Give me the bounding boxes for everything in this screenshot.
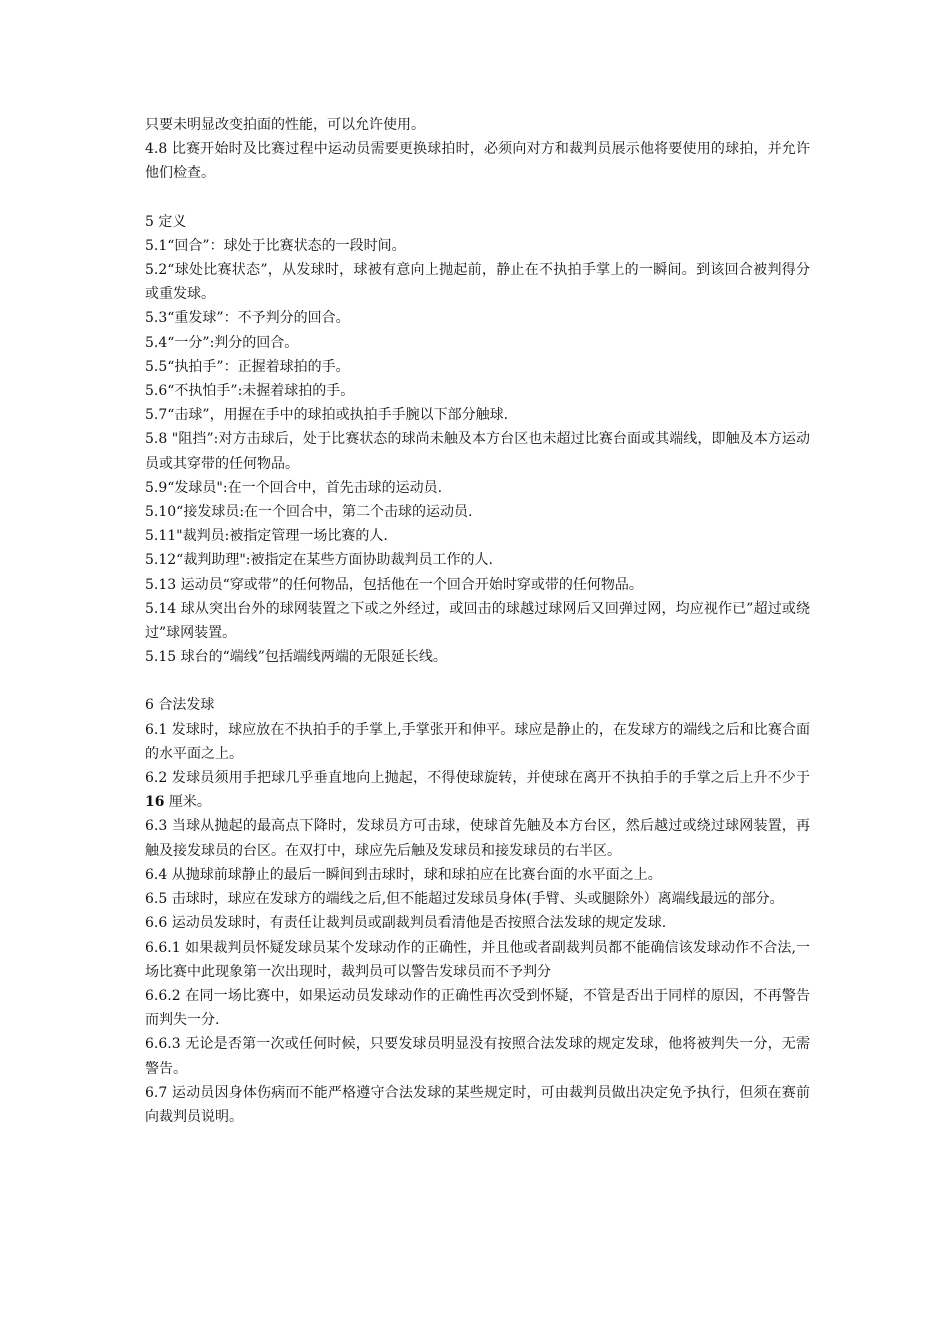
definition-5-11: 5.11"裁判员:被指定管理一场比赛的人. [145, 528, 388, 545]
rule-6-2-height-value: 16 [145, 794, 165, 811]
rule-6-6-3: 6.6.3 无论是否第一次或任何时候，只要发球员明显没有按照合法发球的规定发球，他将被判失一分，无需警告。 [145, 1036, 810, 1077]
rule-6-6: 6.6 运动员发球时，有责任让裁判员或副裁判员看清他是否按照合法发球的规定发球. [145, 915, 667, 932]
definition-5-10: 5.10“接发球员:在一个回合中，第二个击球的运动员. [145, 504, 473, 521]
spacer [145, 669, 810, 693]
rule-6-6-2: 6.6.2 在同一场比赛中，如果运动员发球动作的正确性再次受到怀疑，不管是否出于同样的原因，不再警告而判失一分. [145, 987, 810, 1029]
paragraph-racket-surface: 只要未明显改变拍面的性能，可以允许使用。 [145, 117, 425, 133]
rule-6-2 [145, 766, 810, 814]
rule-6-2-text-c: 厘米。 [164, 794, 211, 811]
document-page [145, 113, 810, 1129]
definition-5-7: 5.7“击球”，用握在手中的球拍或执拍手手腕以下部分触球. [145, 407, 509, 424]
definition-5-4: 5.4“一分”:判分的回合。 [145, 334, 299, 351]
rule-6-3: 6.3 当球从抛起的最高点下降时，发球员方可击球，使球首先触及本方台区，然后越过或绕过球网装置，再触及接发球员的台区。在双打中，球应先后触及发球员和接发球员的右半区。 [145, 818, 810, 859]
rule-6-6-1: 6.6.1 如果裁判员怀疑发球员某个发球动作的正确性，并且他或者副裁判员都不能确信该发球动作不合法,一场比赛中此现象第一次出现时，裁判员可以警告发球员而不予判分 [145, 939, 810, 980]
definition-5-13: 5.13 运动员“穿或带”的任何物品，包括他在一个回合开始时穿或带的任何物品。 [145, 576, 643, 593]
rule-6-2-text-a: 6.2 发球员须用手把球几乎垂直地向上抛起，不得使球旋转，并使球在离开不执拍手的手掌之后上升不少于 [145, 770, 810, 787]
definition-5-3: 5.3“重发球”：不予判分的回合。 [145, 310, 350, 327]
definition-5-1: 5.1“回合”：球处于比赛状态的一段时间。 [145, 237, 406, 254]
spacer [145, 186, 810, 210]
definition-5-8: 5.8 "阻挡”:对方击球后，处于比赛状态的球尚未触及本方台区也未超过比赛台面或其端线，即触及本方运动员或其穿带的任何物品。 [145, 431, 810, 472]
definition-5-12: 5.12“裁判助理":被指定在某些方面协助裁判员工作的人. [145, 552, 493, 569]
section-6-heading: 6 合法发球 [145, 697, 215, 714]
rule-4-8: 4.8 比赛开始时及比赛过程中运动员需要更换球拍时，必须向对方和裁判员展示他将要使用的球拍，并允许他们检查。 [145, 141, 810, 182]
section-5-heading: 5 定义 [145, 213, 187, 230]
definition-5-2: 5.2“球处比赛状态”，从发球时，球被有意向上抛起前，静止在不执拍手掌上的一瞬间。到该回合被判得分或重发球。 [145, 262, 810, 303]
definition-5-6: 5.6“不执怕手”:未握着球拍的手。 [145, 383, 355, 400]
definition-5-14: 5.14 球从突出台外的球网装置之下或之外经过，或回击的球越过球网后又回弹过网，均应视作已”超过或绕过”球网装置。 [145, 600, 810, 642]
definition-5-5: 5.5“执拍手”：正握着球拍的手。 [145, 358, 350, 375]
rule-6-5: 6.5 击球时，球应在发球方的端线之后,但不能超过发球员身体(手臂、头或腿除外）离端线最远的部分。 [145, 891, 784, 908]
rule-6-7: 6.7 运动员因身体伤病而不能严格遵守合法发球的某些规定时，可由裁判员做出决定免予执行，但须在赛前向裁判员说明。 [145, 1084, 810, 1125]
definition-5-9: 5.9“发球员":在一个回合中，首先击球的运动员. [145, 479, 443, 496]
definition-5-15: 5.15 球台的“端线”包括端线两端的无限延长线。 [145, 649, 447, 666]
rule-6-1: 6.1 发球时，球应放在不执拍手的手掌上,手掌张开和伸平。球应是静止的，在发球方的端线之后和比赛合面的水平面之上。 [145, 721, 810, 762]
rule-6-4: 6.4 从抛球前球静止的最后一瞬间到击球时，球和球拍应在比赛台面的水平面之上。 [145, 866, 662, 883]
